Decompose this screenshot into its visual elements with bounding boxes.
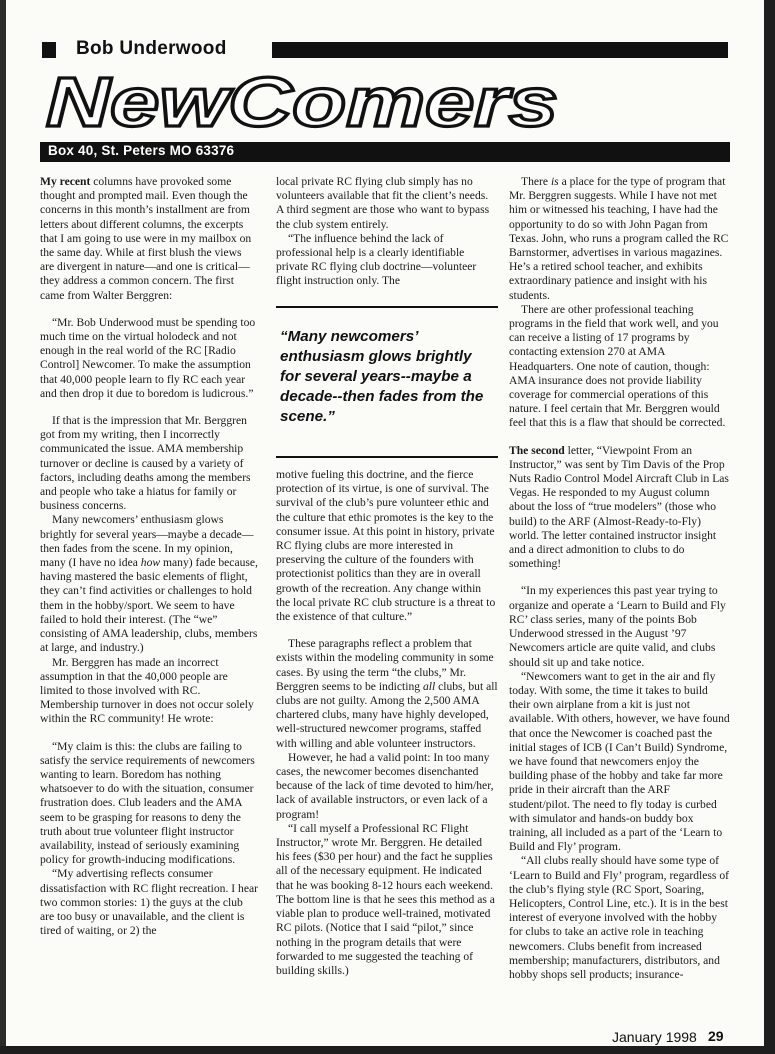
paragraph xyxy=(40,513,258,655)
header-square xyxy=(42,42,56,58)
paragraph xyxy=(40,175,258,303)
lead-in: My recent xyxy=(40,175,91,188)
paragraph: If that is the impression that Mr. Berggren got from my writing, then I incorrectly communicated the issue. AMA membership turnover or decline is caused by a variety of factors, including deaths among the members and people who take a hiatus for family or business concerns. xyxy=(40,414,251,513)
author-name: Bob Underwood xyxy=(76,38,227,59)
paragraph: “I call myself a Professional RC Flight Instructor,” wrote Mr. Berggren. He detailed his fees ($30 per hour) and the fact he supplies all of the necessary equipment. He indicated that he was booking 8-12 hours each weekend. The bottom line is that he sees this method as a viable plan to produce well-trained, motivated RC pilots. (Notice that I said “pilot,” since nothing in the program details that were forwarded to me suggested the teaching of building skills.) xyxy=(276,821,495,977)
paragraph: There are other professional teaching programs in the field that work well, and you can receive a listing of 17 programs by contacting extension 270 at AMA Headquarters. One note of caution, though: AMA insurance does not provide liability coverage for commercial operations of this nature. I feel certain that Mr. Berggren would feel that this is a flaw that should be corrected. xyxy=(509,302,726,430)
paragraph-text: columns have provoked some thought and prompted mail. Even though the concerns in this month’s installment are from letters about different columns, the excerpts that I am going to use were in my mailbox on the same day. While at first blush the views are divergent in nature—and one is critical—they address a common concern. The first came from Walter Berggren: xyxy=(40,175,252,302)
paragraph-text: clubs, but all clubs are not guilty. Among the 2,500 AMA chartered clubs, many have highly developed, well-structured newcomer programs, staffed with willing and able volunteer instructors. xyxy=(276,679,498,750)
letter-excerpt: motive fueling this doctrine, and the fierce protection of its virtue, is one of survival. The survival of the club’s pure volunteer ethic and the culture that ethic promotes is the key to the consumer issue. At this point in history, private RC flying clubs are more interested in preserving the culture of the founders with protectionist politics than they are in overall growth of the recreation. Any change within the local private RC club structure is a threat to the existence of that culture.” xyxy=(276,468,496,624)
pullquote-rule-bottom xyxy=(276,456,498,458)
scan-edge-bottom xyxy=(0,1046,775,1054)
paragraph: Mr. Berggren has made an incorrect assumption in that the 40,000 people are limited to those involved with RC. Membership turnover in does not occur solely within the RC community! He wrote: xyxy=(40,655,254,726)
letter-excerpt: “Mr. Bob Underwood must be spending too much time on the virtual holodeck and not enough in the real world of the RC [Radio Control] Newcomer. To make the assumption that 40,000 people learn to fly RC each year and then drop it due to boredom is ludicrous.” xyxy=(40,315,256,400)
pullquote: “Many newcomers’ enthusiasm glows brightly for several years--maybe a decade--then fades from the scene.” xyxy=(280,328,484,425)
paragraph-text: many) fade because, having mastered the basic elements of flight, they can’t find activities or challenges to hold them in the hobby/sport. We seem to have failed to hold their interest. (The “we” consisting of AMA leadership, clubs, members at large, and industry.) xyxy=(40,556,258,655)
emphasis: is xyxy=(550,175,559,188)
letter-excerpt: local private RC flying club simply has no volunteers available that fit the client’s needs. A third segment are those who want to bypass the club system entirely. xyxy=(276,175,490,231)
column-middle-bottom xyxy=(276,468,498,978)
column-left xyxy=(40,175,258,938)
letter-excerpt: “In my experiences this past year trying to organize and operate a ‘Learn to Build and Fly RC’ class series, many of the points Bob Underwood stressed in the August ’97 Newcomers article are quite valid, and clubs should sit up and take notice. xyxy=(509,584,726,669)
paragraph xyxy=(509,444,731,572)
paragraph-text: There xyxy=(521,175,551,188)
column-title xyxy=(44,64,564,140)
emphasis: all xyxy=(422,679,436,693)
paragraph xyxy=(509,175,731,303)
column-right xyxy=(509,175,731,982)
paragraph xyxy=(276,637,498,751)
paragraph-text: letter, “Viewpoint From an Instructor,” was sent by Tim Davis of the Prop Nuts Radio Control Model Aircraft Club in Las Vegas. He responded to my August column about the loss of “true modelers” (those who build) to the ARF (Almost-Ready-to-Fly) world. The letter contained instructor insight and a direct admonition to clubs to do something! xyxy=(509,443,729,571)
emphasis: how xyxy=(140,556,161,570)
paragraph-text: These paragraphs reflect a problem that exists within the modeling community in some cases. By using the term “the clubs,” Mr. Berggren seems to be indicting xyxy=(276,637,494,693)
paragraph-text: a place for the type of program that Mr. Berggren suggests. While I have not met him or witnessed his teaching, I have had the opportunity to do so with John Pagan from Texas. John, who runs a program called the RC Barnstormer, advertises in various magazines. He’s a retired school teacher, and exhibits extraordinary patience and insight with his students. xyxy=(509,175,729,302)
header-rule xyxy=(272,42,728,58)
issue-date: January 1998 xyxy=(612,1029,697,1045)
letter-excerpt: “My claim is this: the clubs are failing to satisfy the service requirements of newcomers wanting to learn. Boredom has nothing whatsoever to do with the situation, consumer frustration does. Club leaders and the AMA seem to be grasping for reasons to deny the truth about true volunteer flight instructor availability, instead of seriously examining policy for growth-inducing modifications. xyxy=(40,739,255,867)
paragraph: However, he had a valid point: In too many cases, the newcomer becomes disenchanted because of the lack of time devoted to him/her, lack of available instructors, or even lack of a program! xyxy=(276,750,494,821)
mailing-address: Box 40, St. Peters MO 63376 xyxy=(48,143,235,158)
column-middle-top xyxy=(276,175,498,289)
pullquote-rule-top xyxy=(276,306,498,308)
column-title-text: NewComers xyxy=(46,64,558,140)
paragraph-text: Many newcomers’ enthusiasm glows brightly for several years—maybe a decade—then fades from the scene. In my opinion, many (I have no idea xyxy=(40,513,254,570)
page-number: 29 xyxy=(708,1028,724,1044)
letter-excerpt: “The influence behind the lack of professional help is a clearly identifiable private RC flying club doctrine—volunteer flight instruction only. The xyxy=(276,231,477,288)
letter-excerpt: “All clubs really should have some type of ‘Learn to Build and Fly’ program, regardless of the club’s flying style (RC Sport, Soaring, Helicopters, Control Line, etc.). It is in the best interest of everyone involved with the hobby for clubs to take an active role in teaching newcomers. Clubs benefit from increased membership; manufacturers, distributors, and hobby shops sell products; insurance- xyxy=(509,854,730,981)
lead-in: The second xyxy=(509,443,565,457)
scan-edge-right xyxy=(764,0,775,1054)
letter-excerpt: “My advertising reflects consumer dissatisfaction with RC flight recreation. I hear two common stories: 1) the guys at the club are too busy or unavailable, and the client is tired of waiting, or 2) the xyxy=(40,867,258,938)
letter-excerpt: “Newcomers want to get in the air and fly today. With some, the time it takes to build their own airplane from a kit is just not available. With others, however, we have found that once the Newcomer is coached past the initial stages of ICB (I Can’t Build) Syndrome, we have found that newcomers enjoy the building phase of the hobby and take far more pride in their aircraft than the ARF student/pilot. The need to fly today is curbed with simulator and hands-on buddy box training, all included as a part of the ‘Learn to Build and Fly’ program. xyxy=(509,669,730,854)
